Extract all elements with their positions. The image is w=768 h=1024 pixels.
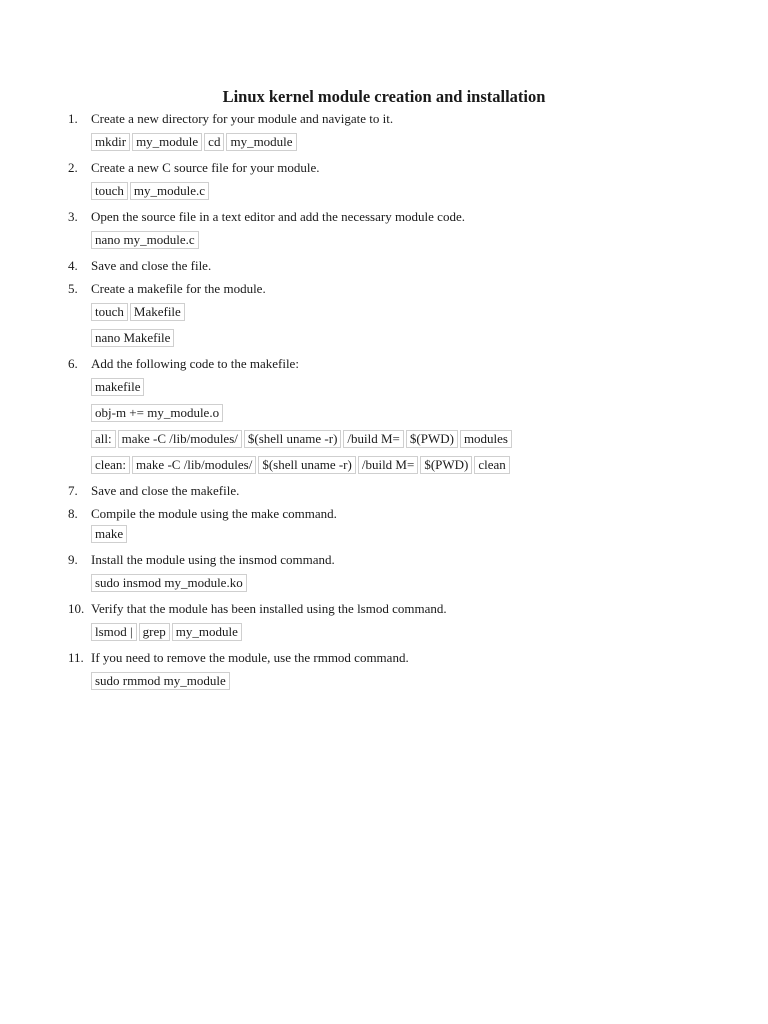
steps-list [68, 110, 708, 690]
code-token: clean [474, 456, 509, 474]
step-number: 11. [68, 650, 84, 665]
list-item [68, 208, 708, 228]
code-line [91, 672, 708, 690]
list-item [68, 355, 708, 375]
code-token: all: [91, 430, 116, 448]
step-text: Open the source file in a text editor and add the necessary module code. [91, 209, 465, 224]
code-token: nano my_module.c [91, 231, 199, 249]
code-token: /build M= [358, 456, 418, 474]
step-text: Create a makefile for the module. [91, 281, 266, 296]
list-item [68, 257, 708, 277]
code-line [91, 303, 708, 321]
step-text: If you need to remove the module, use the rmmod command. [91, 650, 409, 665]
step-text: Compile the module using the make command. [91, 506, 337, 521]
step-number: 8. [68, 506, 78, 521]
list-item [68, 649, 708, 669]
list-item [68, 159, 708, 179]
code-token: modules [460, 430, 512, 448]
code-line [91, 430, 708, 448]
code-line [91, 623, 708, 641]
step-text: Save and close the makefile. [91, 483, 240, 498]
code-token: cd [204, 133, 224, 151]
step-number: 4. [68, 258, 78, 273]
code-line [91, 231, 708, 249]
code-token: sudo insmod my_module.ko [91, 574, 247, 592]
code-token: Makefile [130, 303, 185, 321]
code-token: my_module [172, 623, 242, 641]
step-number: 2. [68, 160, 78, 175]
code-token: lsmod | [91, 623, 137, 641]
list-item [68, 600, 708, 620]
code-token: makefile [91, 378, 144, 396]
code-token: nano Makefile [91, 329, 174, 347]
code-line [91, 378, 708, 396]
code-line [91, 182, 708, 200]
page-title: Linux kernel module creation and installation [222, 87, 546, 106]
step-number: 3. [68, 209, 78, 224]
step-number: 5. [68, 281, 78, 296]
step-text: Install the module using the insmod command. [91, 552, 335, 567]
step-number: 9. [68, 552, 78, 567]
code-token: mkdir [91, 133, 130, 151]
code-token: sudo rmmod my_module [91, 672, 230, 690]
step-number: 1. [68, 111, 78, 126]
code-token: touch [91, 303, 128, 321]
code-token: my_module [132, 133, 202, 151]
code-token: my_module [226, 133, 296, 151]
code-token: clean: [91, 456, 130, 474]
code-token: obj-m += my_module.o [91, 404, 223, 422]
code-line [91, 525, 708, 543]
code-line [91, 574, 708, 592]
step-text: Create a new C source file for your module. [91, 160, 320, 175]
code-token: make [91, 525, 127, 543]
list-item [68, 110, 708, 130]
code-line [91, 329, 708, 347]
step-number: 6. [68, 356, 78, 371]
code-token: /build M= [343, 430, 403, 448]
code-token: $(PWD) [406, 430, 458, 448]
code-token: my_module.c [130, 182, 209, 200]
list-item [68, 280, 708, 300]
code-token: $(shell uname -r) [258, 456, 356, 474]
code-token: touch [91, 182, 128, 200]
code-line [91, 404, 708, 422]
list-item [68, 482, 708, 502]
code-line [91, 456, 708, 474]
step-number: 10. [68, 601, 85, 616]
step-text: Add the following code to the makefile: [91, 356, 299, 371]
step-text: Create a new directory for your module and navigate to it. [91, 111, 394, 126]
code-token: $(shell uname -r) [244, 430, 342, 448]
code-token: make -C /lib/modules/ [118, 430, 242, 448]
code-token: make -C /lib/modules/ [132, 456, 256, 474]
step-text: Verify that the module has been installed using the lsmod command. [91, 601, 447, 616]
code-line [91, 133, 708, 151]
list-item [68, 551, 708, 571]
code-token: grep [139, 623, 170, 641]
list-item [68, 505, 708, 525]
code-token: $(PWD) [420, 456, 472, 474]
step-number: 7. [68, 483, 78, 498]
step-text: Save and close the file. [91, 258, 212, 273]
